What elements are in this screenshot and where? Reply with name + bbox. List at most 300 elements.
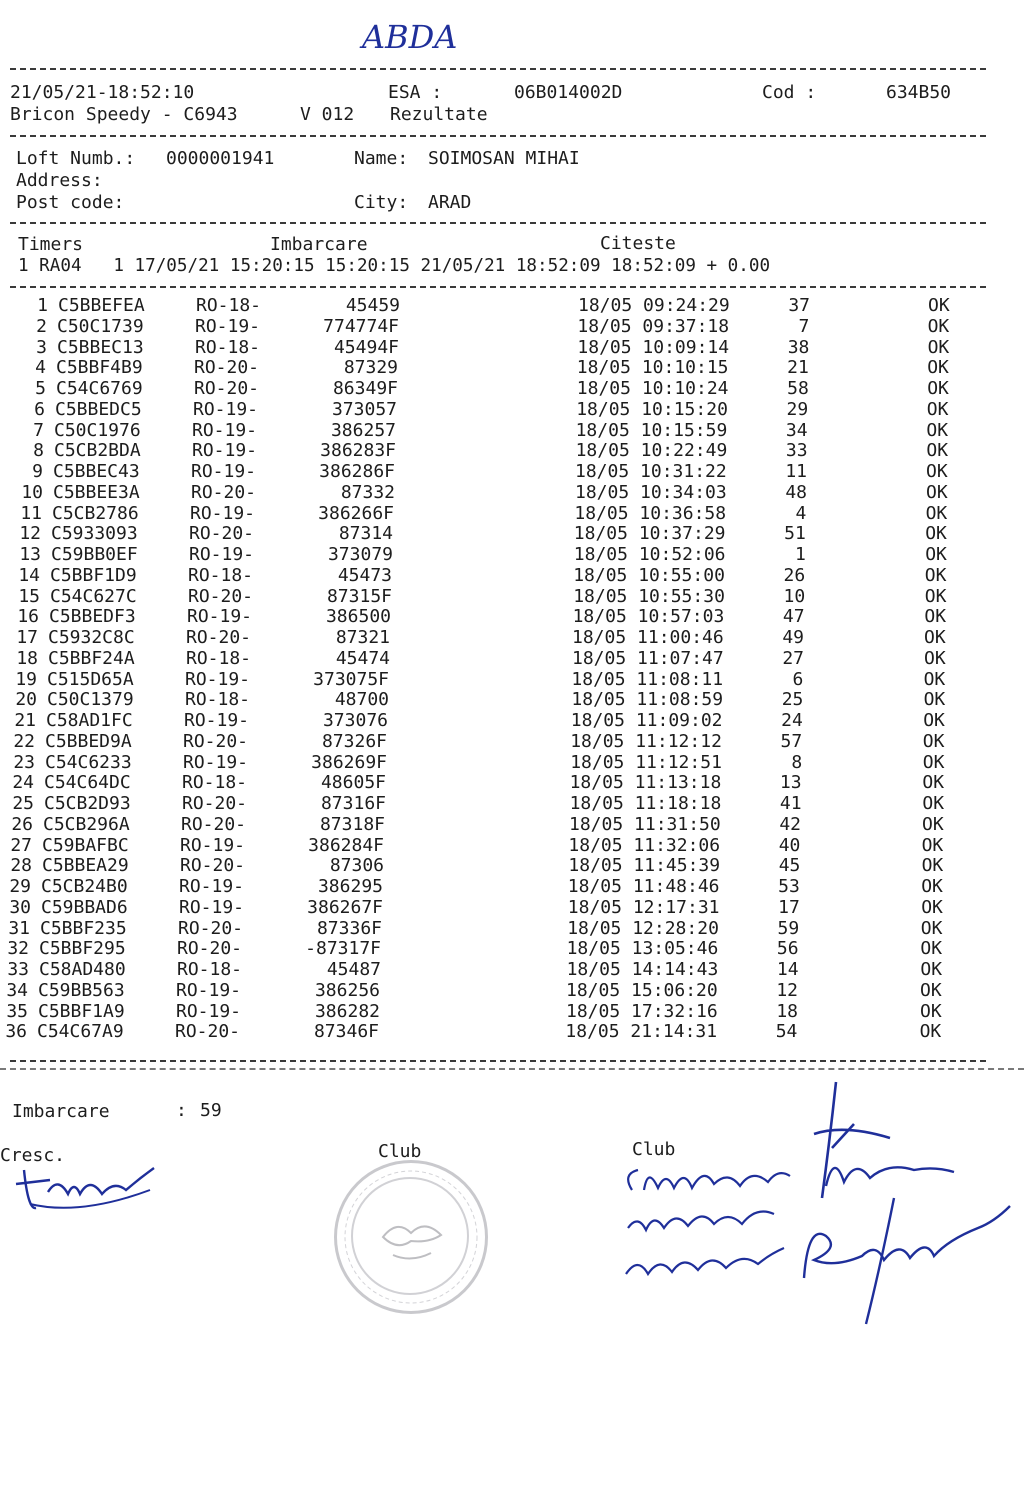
row-number: 26 bbox=[11, 813, 33, 835]
ring-code: C5BBEDF3 bbox=[49, 606, 136, 628]
ring-code: C50C1739 bbox=[57, 315, 144, 337]
status: OK bbox=[922, 772, 945, 794]
ring-code: C58AD480 bbox=[39, 959, 126, 980]
ring-country-year: RO-20- bbox=[181, 813, 247, 835]
status: OK bbox=[921, 876, 943, 897]
ring-country-year: RO-20- bbox=[178, 917, 244, 939]
address-label: Address: bbox=[16, 170, 103, 191]
table-row bbox=[2, 586, 1002, 606]
ring-code: C5CB2786 bbox=[52, 502, 139, 524]
ring-number: 386284F bbox=[308, 834, 384, 856]
rank: 38 bbox=[787, 336, 810, 358]
city-value: ARAD bbox=[428, 192, 472, 213]
ring-country-year: RO-20- bbox=[191, 481, 257, 503]
arrival-time: 18/05 11:12:51 bbox=[570, 751, 722, 773]
table-row bbox=[0, 918, 992, 938]
ring-number: 386295 bbox=[317, 876, 383, 897]
ring-code: C5BBEDC5 bbox=[55, 398, 142, 420]
ring-number: 48605F bbox=[320, 772, 386, 794]
ring-number: 386283F bbox=[320, 440, 396, 462]
row-number: 6 bbox=[34, 398, 45, 420]
imbarcare-header: Imbarcare bbox=[270, 234, 368, 255]
row-number: 34 bbox=[6, 979, 28, 1001]
arrival-time: 18/05 10:34:03 bbox=[575, 481, 727, 503]
ring-country-year: RO-20- bbox=[186, 627, 252, 648]
rank: 27 bbox=[782, 647, 804, 669]
print-datetime: 21/05/21-18:52:10 bbox=[10, 82, 195, 103]
ring-code: C5BBEA29 bbox=[42, 855, 129, 877]
name-label: Name: bbox=[354, 148, 409, 169]
ring-code: C59BB0EF bbox=[51, 544, 138, 565]
rank: 21 bbox=[787, 357, 809, 379]
ring-country-year: RO-20- bbox=[180, 855, 246, 877]
rank: 40 bbox=[778, 834, 801, 856]
ring-number: 45474 bbox=[335, 647, 390, 669]
rank: 54 bbox=[775, 1021, 798, 1043]
table-row bbox=[0, 627, 1000, 647]
postcode-label: Post code: bbox=[16, 192, 125, 213]
ring-country-year: RO-19- bbox=[179, 896, 245, 918]
table-row bbox=[0, 710, 998, 730]
status: OK bbox=[920, 979, 942, 1001]
ring-number: 45459 bbox=[345, 295, 400, 316]
rank: 10 bbox=[783, 585, 806, 607]
rank: 33 bbox=[785, 440, 808, 462]
esa-label: ESA : bbox=[388, 82, 443, 103]
ring-code: C59BBAD6 bbox=[41, 896, 128, 918]
cresc-label: Cresc. bbox=[0, 1145, 66, 1166]
row-number: 5 bbox=[35, 378, 46, 399]
table-row bbox=[9, 337, 1009, 357]
ring-country-year: RO-19- bbox=[176, 979, 242, 1001]
rank: 34 bbox=[785, 419, 808, 441]
status: OK bbox=[924, 564, 947, 586]
divider bbox=[10, 222, 986, 224]
rank: 42 bbox=[779, 813, 801, 835]
ring-code: C5CB24B0 bbox=[41, 876, 128, 897]
table-row bbox=[6, 420, 1006, 440]
row-number: 23 bbox=[13, 751, 35, 773]
rank: 17 bbox=[778, 896, 800, 918]
row-number: 7 bbox=[33, 419, 44, 441]
table-row bbox=[1, 606, 1001, 626]
ring-country-year: RO-20- bbox=[183, 730, 249, 752]
ring-code: C5BBEC43 bbox=[53, 461, 140, 482]
arrival-time: 18/05 12:17:31 bbox=[567, 896, 720, 918]
arrival-time: 18/05 10:15:59 bbox=[575, 419, 728, 441]
table-row bbox=[0, 938, 991, 958]
club-stamp bbox=[334, 1160, 488, 1314]
arrival-time: 18/05 10:55:00 bbox=[573, 564, 725, 586]
imbarcare-total-label: Imbarcare bbox=[12, 1101, 110, 1122]
ring-number: 373057 bbox=[331, 398, 397, 420]
arrival-time: 18/05 10:57:03 bbox=[572, 606, 725, 628]
rank: 41 bbox=[779, 793, 802, 814]
row-number: 14 bbox=[18, 564, 40, 586]
arrival-time: 18/05 15:06:20 bbox=[566, 979, 718, 1001]
ring-country-year: RO-19- bbox=[195, 315, 261, 337]
ring-country-year: RO-20- bbox=[175, 1021, 241, 1043]
table-row bbox=[4, 503, 1004, 523]
ring-code: C5BBEC13 bbox=[57, 336, 144, 358]
rank: 1 bbox=[794, 544, 806, 565]
table-row bbox=[10, 295, 1010, 315]
table-row bbox=[0, 897, 993, 917]
status: OK bbox=[924, 606, 947, 628]
arrival-time: 18/05 11:45:39 bbox=[568, 855, 721, 877]
status: OK bbox=[926, 440, 949, 462]
row-number: 36 bbox=[5, 1021, 27, 1043]
table-row bbox=[3, 523, 1003, 543]
arrival-time: 18/05 11:18:18 bbox=[569, 793, 722, 814]
arrival-time: 18/05 11:48:46 bbox=[567, 876, 720, 897]
status: OK bbox=[920, 917, 943, 939]
ring-number: 45473 bbox=[337, 564, 392, 586]
ring-country-year: RO-19- bbox=[185, 668, 251, 690]
top-handwriting: ABDA bbox=[362, 18, 458, 56]
divider bbox=[10, 135, 986, 137]
rank: 51 bbox=[784, 523, 806, 545]
table-row bbox=[0, 1021, 989, 1041]
ring-number: -87317F bbox=[305, 938, 381, 960]
arrival-time: 18/05 10:10:24 bbox=[576, 378, 729, 399]
status: OK bbox=[925, 502, 948, 524]
status: OK bbox=[921, 855, 944, 877]
ring-number: 386500 bbox=[325, 606, 391, 628]
esa-value: 06B014002D bbox=[514, 82, 623, 103]
arrival-time: 18/05 17:32:16 bbox=[566, 1000, 718, 1022]
row-number: 21 bbox=[14, 710, 36, 731]
arrival-time: 18/05 10:15:20 bbox=[576, 398, 728, 420]
ring-country-year: RO-20- bbox=[189, 523, 255, 545]
rank: 11 bbox=[785, 461, 807, 482]
city-label: City: bbox=[354, 192, 409, 213]
status: OK bbox=[923, 689, 946, 711]
ring-code: C58AD1FC bbox=[46, 710, 133, 731]
status: OK bbox=[927, 336, 950, 358]
ring-country-year: RO-19- bbox=[180, 834, 246, 856]
row-number: 32 bbox=[7, 938, 29, 960]
arrival-time: 18/05 09:37:18 bbox=[577, 315, 730, 337]
ring-code: C54C627C bbox=[50, 585, 137, 607]
arrival-time: 18/05 11:31:50 bbox=[569, 813, 721, 835]
arrival-time: 18/05 10:10:15 bbox=[576, 357, 729, 379]
ring-number: 87346F bbox=[313, 1021, 379, 1043]
row-number: 33 bbox=[7, 959, 29, 980]
table-row bbox=[7, 399, 1007, 419]
ring-country-year: RO-19- bbox=[187, 606, 253, 628]
status: OK bbox=[924, 647, 946, 669]
table-row bbox=[8, 378, 1008, 398]
status: OK bbox=[925, 544, 947, 565]
table-row bbox=[0, 731, 997, 751]
arrival-time: 18/05 21:14:31 bbox=[565, 1021, 718, 1043]
table-row bbox=[0, 648, 1000, 668]
arrival-time: 18/05 10:31:22 bbox=[575, 461, 727, 482]
rank: 29 bbox=[786, 398, 809, 420]
ring-code: C515D65A bbox=[47, 668, 134, 690]
ring-country-year: RO-19- bbox=[192, 440, 258, 462]
table-row bbox=[6, 440, 1006, 460]
arrival-time: 18/05 12:28:20 bbox=[567, 917, 719, 939]
timers-label: Timers bbox=[18, 234, 84, 255]
ring-code: C5BBF1D9 bbox=[50, 564, 137, 586]
ring-country-year: RO-19- bbox=[179, 876, 245, 897]
table-row bbox=[5, 482, 1005, 502]
row-number: 3 bbox=[36, 336, 47, 358]
imbarcare-total-separator: : bbox=[176, 1100, 187, 1121]
ring-number: 386266F bbox=[318, 502, 394, 524]
table-row bbox=[5, 461, 1005, 481]
ring-number: 386256 bbox=[314, 979, 380, 1001]
ring-number: 87321 bbox=[335, 627, 390, 648]
rank: 6 bbox=[792, 668, 804, 690]
ring-number: 87314 bbox=[338, 523, 393, 545]
table-row bbox=[0, 689, 999, 709]
ring-number: 45494F bbox=[333, 336, 399, 358]
status: OK bbox=[924, 627, 946, 648]
ring-country-year: RO-18- bbox=[188, 564, 254, 586]
arrival-time: 18/05 11:00:46 bbox=[572, 627, 724, 648]
ring-code: C5CB296A bbox=[43, 813, 130, 835]
rank: 59 bbox=[777, 917, 800, 939]
ring-code: C5BBED9A bbox=[45, 730, 132, 752]
arrival-time: 18/05 11:13:18 bbox=[569, 772, 722, 794]
breeder-signature bbox=[10, 1150, 170, 1220]
ring-number: 87329 bbox=[343, 357, 398, 379]
ring-number: 386286F bbox=[319, 461, 395, 482]
ring-country-year: RO-18- bbox=[177, 959, 243, 980]
arrival-time: 18/05 11:09:02 bbox=[570, 710, 723, 731]
arrival-time: 18/05 10:37:29 bbox=[573, 523, 726, 545]
row-number: 19 bbox=[15, 668, 37, 690]
row-number: 27 bbox=[10, 834, 32, 856]
ring-number: 86349F bbox=[332, 378, 398, 399]
status: OK bbox=[922, 730, 945, 752]
ring-country-year: RO-19- bbox=[190, 502, 256, 524]
ring-country-year: RO-20- bbox=[177, 938, 243, 960]
status: OK bbox=[921, 834, 944, 856]
status: OK bbox=[926, 398, 949, 420]
ring-country-year: RO-19- bbox=[176, 1000, 242, 1022]
arrival-time: 18/05 10:09:14 bbox=[577, 336, 730, 358]
arrival-time: 18/05 09:24:29 bbox=[578, 295, 730, 316]
citeste-header: Citeste bbox=[600, 233, 676, 254]
status: OK bbox=[924, 585, 947, 607]
row-number: 28 bbox=[10, 855, 32, 877]
ring-code: C54C6769 bbox=[56, 378, 143, 399]
ring-number: 373075F bbox=[313, 668, 389, 690]
report-title: Rezultate bbox=[390, 104, 488, 125]
ring-code: C54C64DC bbox=[44, 772, 131, 794]
ring-country-year: RO-18- bbox=[195, 336, 261, 358]
rank: 18 bbox=[776, 1000, 798, 1022]
arrival-time: 18/05 11:32:06 bbox=[568, 834, 721, 856]
ring-country-year: RO-20- bbox=[188, 585, 254, 607]
arrival-time: 18/05 10:52:06 bbox=[573, 544, 726, 565]
status: OK bbox=[927, 315, 950, 337]
name-value: SOIMOSAN MIHAI bbox=[428, 148, 580, 169]
cod-value: 634B50 bbox=[886, 82, 952, 103]
ring-code: C5BBEFEA bbox=[58, 295, 145, 316]
status: OK bbox=[928, 295, 950, 316]
table-row bbox=[0, 835, 994, 855]
ring-country-year: RO-19- bbox=[191, 461, 257, 482]
row-number: 20 bbox=[15, 689, 37, 711]
status: OK bbox=[921, 896, 943, 918]
rank: 13 bbox=[779, 772, 802, 794]
ring-code: C5BBF235 bbox=[40, 917, 127, 939]
row-number: 9 bbox=[32, 461, 43, 482]
ring-code: C5BBEE3A bbox=[53, 481, 140, 503]
status: OK bbox=[926, 461, 948, 482]
status: OK bbox=[922, 793, 945, 814]
table-row bbox=[0, 772, 996, 792]
device-name: Bricon Speedy - C6943 bbox=[10, 104, 238, 125]
table-row bbox=[2, 565, 1002, 585]
status: OK bbox=[919, 1021, 942, 1043]
table-row bbox=[0, 814, 995, 834]
ring-number: 386269F bbox=[311, 751, 387, 773]
status: OK bbox=[923, 668, 946, 690]
table-row bbox=[0, 980, 990, 1000]
table-row bbox=[8, 357, 1008, 377]
ring-code: C5BBF1A9 bbox=[38, 1000, 125, 1022]
table-row bbox=[0, 669, 999, 689]
ring-code: C59BB563 bbox=[38, 979, 125, 1001]
row-number: 1 bbox=[37, 295, 48, 316]
ring-number: 373076 bbox=[322, 710, 388, 731]
row-number: 31 bbox=[8, 917, 30, 939]
rank: 24 bbox=[781, 710, 803, 731]
ring-number: 373079 bbox=[327, 544, 393, 565]
ring-number: 87316F bbox=[320, 793, 386, 814]
arrival-time: 18/05 13:05:46 bbox=[566, 938, 719, 960]
ring-country-year: RO-19- bbox=[189, 544, 255, 565]
ring-number: 87318F bbox=[319, 813, 385, 835]
arrival-time: 18/05 11:08:59 bbox=[571, 689, 724, 711]
ring-country-year: RO-19- bbox=[192, 419, 258, 441]
loft-number-label: Loft Numb.: bbox=[16, 148, 136, 169]
ring-code: C50C1976 bbox=[54, 419, 141, 441]
rank: 14 bbox=[776, 959, 799, 980]
ring-code: C5BBF4B9 bbox=[56, 357, 143, 379]
row-number: 16 bbox=[17, 606, 39, 628]
rank: 25 bbox=[781, 689, 804, 711]
ring-code: C50C1379 bbox=[47, 689, 134, 711]
divider bbox=[10, 1060, 986, 1062]
status: OK bbox=[925, 523, 947, 545]
loft-number-value: 0000001941 bbox=[166, 148, 275, 169]
table-row bbox=[3, 544, 1003, 564]
status: OK bbox=[927, 357, 949, 379]
divider bbox=[10, 286, 986, 288]
timer-line: 1 RA04 1 17/05/21 15:20:15 15:20:15 21/05/21 18:52:09 18:52:09 + 0.00 bbox=[18, 256, 771, 276]
ring-code: C59BAFBC bbox=[42, 834, 129, 856]
club-signatures bbox=[618, 1078, 1018, 1328]
table-row bbox=[0, 1001, 990, 1021]
rank: 57 bbox=[780, 730, 803, 752]
table-row bbox=[0, 752, 997, 772]
rank: 53 bbox=[778, 876, 800, 897]
rank: 12 bbox=[776, 979, 798, 1001]
rank: 37 bbox=[788, 295, 810, 316]
club-label: Club bbox=[378, 1141, 422, 1162]
rank: 47 bbox=[782, 606, 805, 628]
status: OK bbox=[926, 481, 948, 503]
row-number: 17 bbox=[16, 627, 38, 648]
table-row bbox=[9, 316, 1009, 336]
status: OK bbox=[922, 813, 944, 835]
ring-country-year: RO-19- bbox=[183, 751, 249, 773]
ring-code: C54C6233 bbox=[45, 751, 132, 773]
ring-country-year: RO-18- bbox=[196, 295, 262, 316]
table-row bbox=[0, 876, 993, 896]
arrival-time: 18/05 11:12:12 bbox=[570, 730, 722, 752]
ring-code: C5CB2BDA bbox=[54, 440, 141, 462]
ring-number: 386282 bbox=[314, 1000, 380, 1022]
rank: 56 bbox=[776, 938, 799, 960]
rank: 7 bbox=[798, 315, 810, 337]
ring-country-year: RO-19- bbox=[184, 710, 250, 731]
arrival-time: 18/05 10:36:58 bbox=[574, 502, 727, 524]
status: OK bbox=[927, 378, 949, 399]
club-label-secondary: Club bbox=[632, 1139, 676, 1160]
ring-number: 87306 bbox=[329, 855, 384, 877]
rank: 49 bbox=[782, 627, 804, 648]
ring-code: C5BBF295 bbox=[39, 938, 126, 960]
ring-number: 386267F bbox=[307, 896, 383, 918]
ring-code: C5BBF24A bbox=[48, 647, 135, 669]
row-number: 22 bbox=[13, 730, 35, 752]
cod-label: Cod : bbox=[762, 82, 817, 103]
status: OK bbox=[922, 751, 945, 773]
row-number: 35 bbox=[6, 1000, 28, 1022]
imbarcare-total-value: 59 bbox=[200, 1100, 222, 1121]
status: OK bbox=[920, 938, 943, 960]
ring-number: 45487 bbox=[326, 959, 381, 980]
ring-code: C5CB2D93 bbox=[44, 793, 131, 814]
table-row bbox=[0, 959, 991, 979]
rank: 26 bbox=[783, 564, 806, 586]
ring-country-year: RO-20- bbox=[194, 357, 260, 379]
ring-number: 386257 bbox=[330, 419, 396, 441]
row-number: 24 bbox=[12, 772, 34, 794]
row-number: 2 bbox=[36, 315, 47, 337]
ring-number: 87326F bbox=[321, 730, 387, 752]
table-row bbox=[0, 793, 996, 813]
device-version: V 012 bbox=[300, 104, 355, 125]
rank: 45 bbox=[778, 855, 801, 877]
table-row bbox=[0, 855, 994, 875]
row-number: 15 bbox=[18, 585, 40, 607]
ring-number: 87336F bbox=[316, 917, 382, 939]
ring-number: 87332 bbox=[340, 481, 395, 503]
row-number: 30 bbox=[9, 896, 31, 918]
row-number: 4 bbox=[35, 357, 46, 379]
status: OK bbox=[920, 959, 943, 980]
status: OK bbox=[920, 1000, 942, 1022]
rank: 58 bbox=[787, 378, 809, 399]
row-number: 13 bbox=[19, 544, 41, 565]
arrival-time: 18/05 14:14:43 bbox=[566, 959, 719, 980]
ring-country-year: RO-18- bbox=[182, 772, 248, 794]
rank: 8 bbox=[791, 751, 803, 773]
row-number: 12 bbox=[19, 523, 41, 545]
ring-number: 87315F bbox=[326, 585, 392, 607]
row-number: 25 bbox=[12, 793, 34, 814]
divider bbox=[0, 1068, 1024, 1070]
